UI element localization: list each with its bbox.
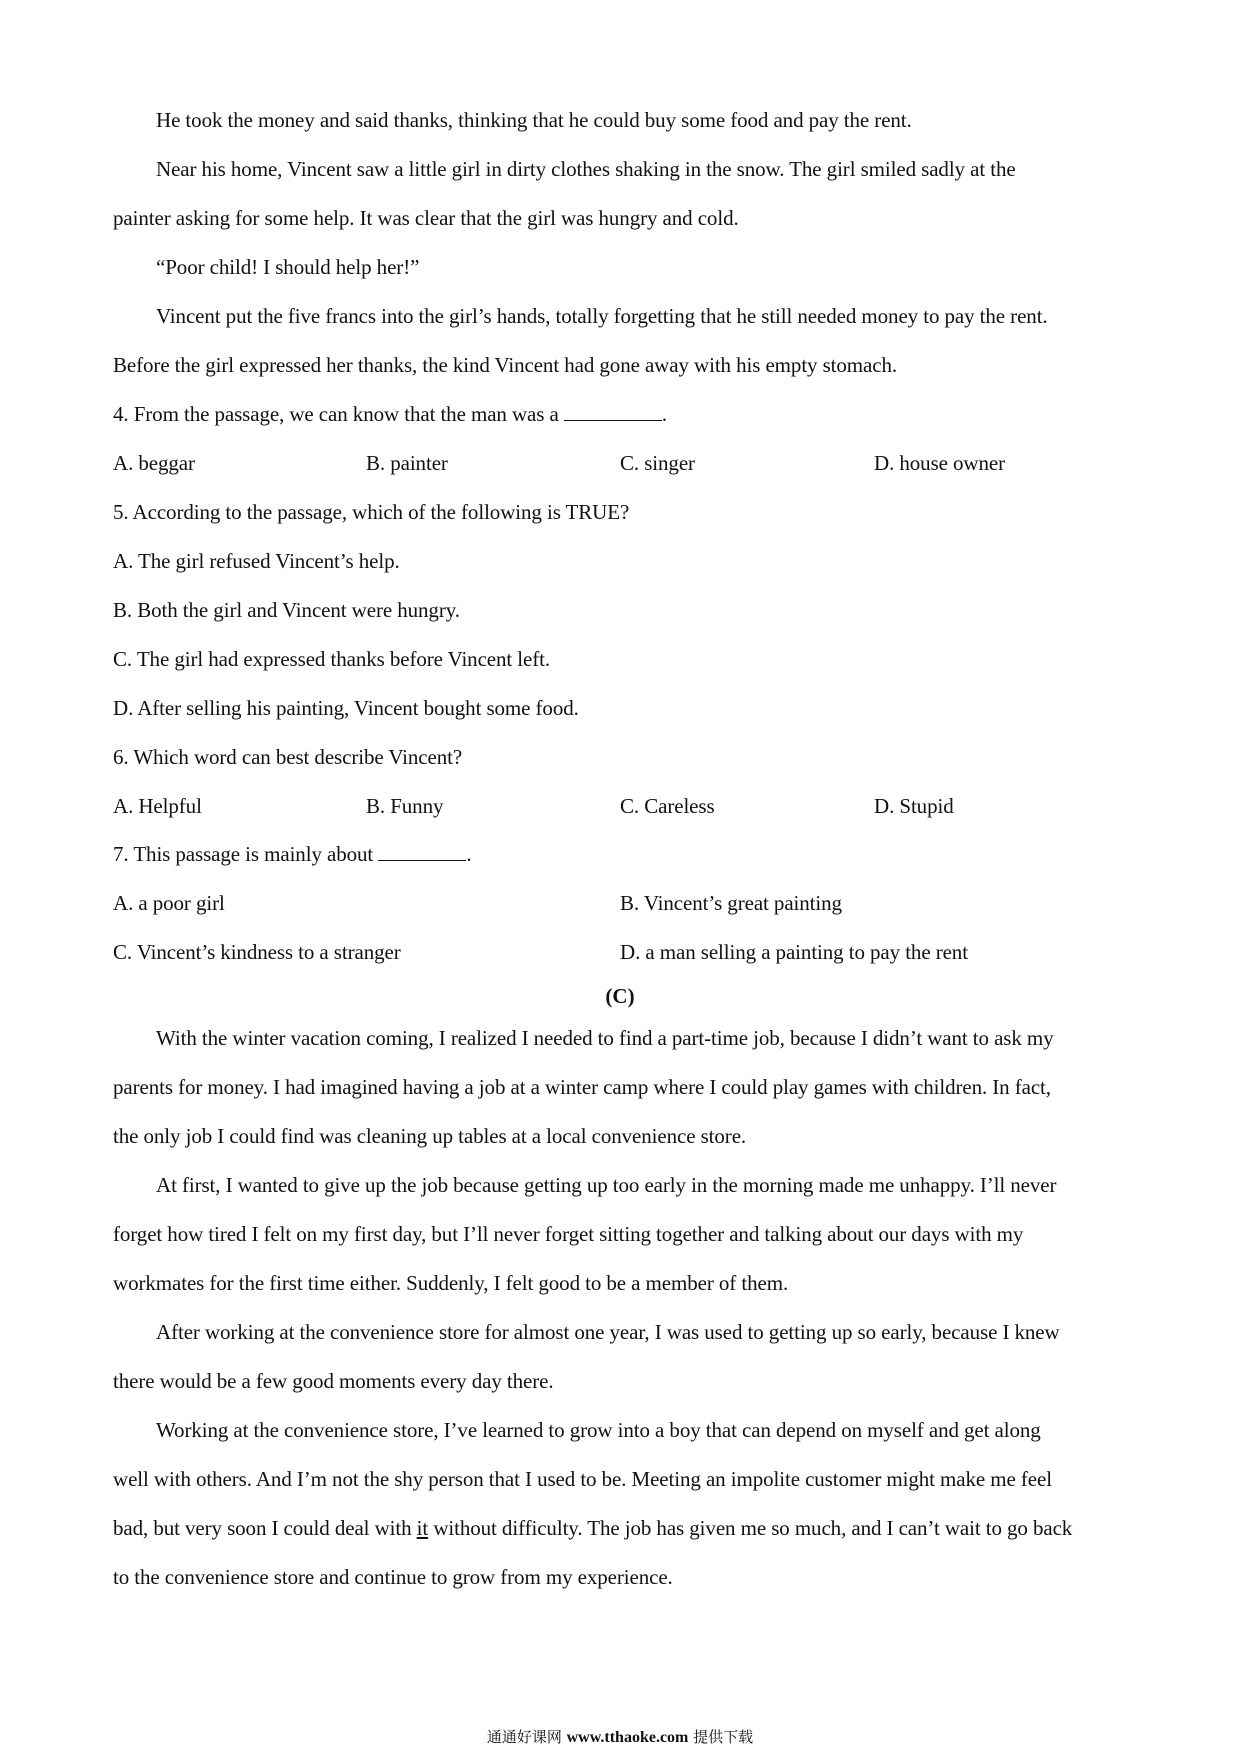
- section-c-line-1: With the winter vacation coming, I realized I needed to find a part-time job, because I didn’t want to ask my: [156, 1026, 1054, 1050]
- footer-site-name: 通通好课网: [486, 1728, 562, 1746]
- answer-blank: [378, 842, 466, 861]
- section-c-line-11: [113, 1514, 1072, 1542]
- page-footer: [0, 1726, 1240, 1749]
- question-6-option-b: B. Funny: [366, 794, 444, 818]
- section-c-line-5: forget how tired I felt on my first day, but I’ll never forget sitting together and talking about our days with my: [113, 1222, 1024, 1246]
- question-4-stem-text: 4. From the passage, we can know that the man was a: [113, 402, 559, 426]
- section-c-line-10: well with others. And I’m not the shy person that I used to be. Meeting an impolite customer might make me feel: [113, 1467, 1052, 1491]
- footer-provided-text: 提供下载: [693, 1728, 754, 1746]
- answer-blank: [564, 402, 662, 421]
- question-7-option-a: A. a poor girl: [113, 891, 225, 915]
- question-7-option-b: B. Vincent’s great painting: [620, 891, 842, 915]
- question-6-option-d: D. Stupid: [874, 794, 954, 818]
- question-4-option-c: C. singer: [620, 451, 695, 475]
- question-4-option-a: A. beggar: [113, 451, 195, 475]
- question-7-stem-text: 7. This passage is mainly about: [113, 842, 374, 866]
- question-5-option-d: D. After selling his painting, Vincent bought some food.: [113, 696, 579, 720]
- passage-b-paragraph-2-line-2: painter asking for some help. It was clear that the girl was hungry and cold.: [113, 206, 739, 230]
- passage-b-paragraph-2-line-1: Near his home, Vincent saw a little girl in dirty clothes shaking in the snow. The girl smiled sadly at the: [156, 157, 1016, 181]
- question-6-option-c: C. Careless: [620, 794, 715, 818]
- question-4-option-b: B. painter: [366, 451, 448, 475]
- section-c-line-12: to the convenience store and continue to grow from my experience.: [113, 1565, 673, 1589]
- section-c-line-11-end: without difficulty. The job has given me so much, and I can’t wait to go back: [433, 1516, 1073, 1540]
- section-c-line-9: Working at the convenience store, I’ve learned to grow into a boy that can depend on myself and get along: [156, 1418, 1041, 1442]
- question-4-stem: [113, 400, 667, 428]
- question-7-stem-end: .: [466, 842, 472, 866]
- question-5-stem: 5. According to the passage, which of the following is TRUE?: [113, 500, 630, 524]
- question-5-option-b: B. Both the girl and Vincent were hungry.: [113, 598, 460, 622]
- section-c-line-11-start: bad, but very soon I could deal with: [113, 1516, 412, 1540]
- section-c-line-8: there would be a few good moments every day there.: [113, 1369, 554, 1393]
- question-7-stem: [113, 840, 471, 868]
- footer-url[interactable]: www.tthaoke.com: [566, 1729, 689, 1746]
- question-5-option-a: A. The girl refused Vincent’s help.: [113, 549, 400, 573]
- section-c-line-2: parents for money. I had imagined having a job at a winter camp where I could play games with children. In fact,: [113, 1075, 1051, 1099]
- question-4-option-d: D. house owner: [874, 451, 1005, 475]
- passage-b-paragraph-1: He took the money and said thanks, thinking that he could buy some food and pay the rent.: [156, 108, 912, 132]
- section-c-heading: (C): [605, 984, 635, 1008]
- section-c-line-3: the only job I could find was cleaning up tables at a local convenience store.: [113, 1124, 747, 1148]
- section-c-line-4: At first, I wanted to give up the job because getting up too early in the morning made me unhappy. I’ll never: [156, 1173, 1057, 1197]
- section-c-line-6: workmates for the first time either. Suddenly, I felt good to be a member of them.: [113, 1271, 789, 1295]
- question-4-stem-end: .: [661, 402, 668, 426]
- section-c-line-7: After working at the convenience store for almost one year, I was used to getting up so early, because I knew: [156, 1320, 1060, 1344]
- question-7-option-d: D. a man selling a painting to pay the rent: [620, 940, 968, 964]
- question-6-option-a: A. Helpful: [113, 794, 202, 818]
- passage-b-paragraph-3: “Poor child! I should help her!”: [156, 255, 420, 279]
- question-7-option-c: C. Vincent’s kindness to a stranger: [113, 940, 401, 964]
- passage-b-paragraph-4-line-2: Before the girl expressed her thanks, the kind Vincent had gone away with his empty stomach.: [113, 353, 898, 377]
- question-5-option-c: C. The girl had expressed thanks before Vincent left.: [113, 647, 551, 671]
- question-6-stem: 6. Which word can best describe Vincent?: [113, 745, 463, 769]
- passage-b-paragraph-4-line-1: Vincent put the five francs into the girl’s hands, totally forgetting that he still needed money to pay the rent.: [156, 304, 1048, 328]
- underlined-word: it: [416, 1516, 429, 1540]
